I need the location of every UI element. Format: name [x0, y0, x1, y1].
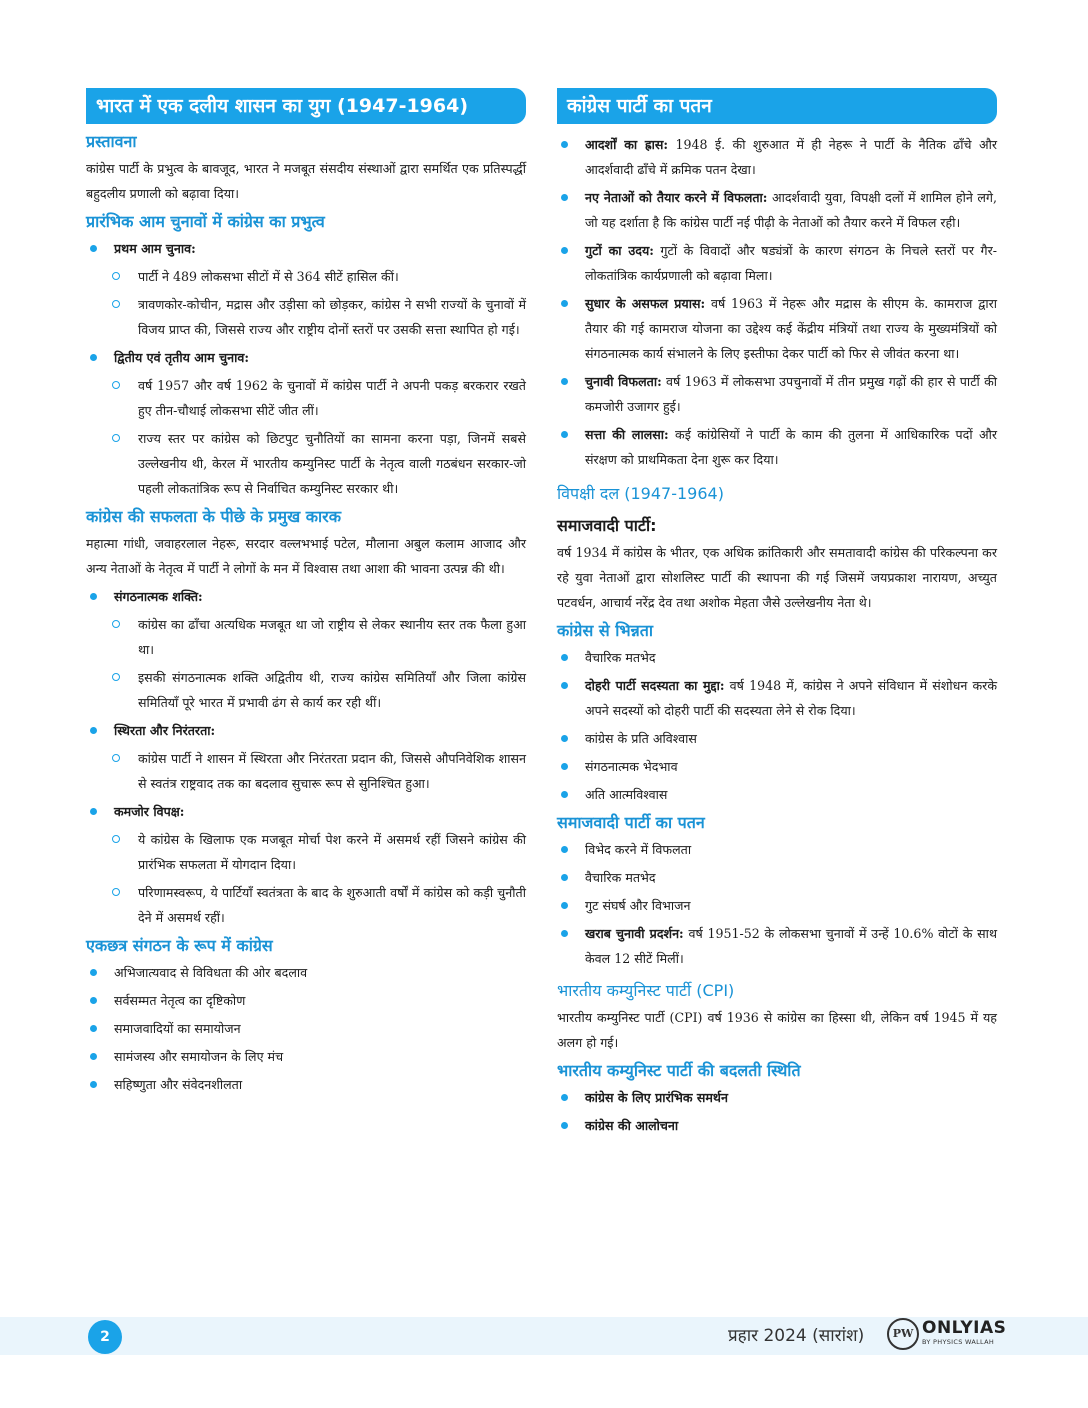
list-item: सर्वसम्मत नेतृत्व का दृष्टिकोण: [86, 988, 526, 1013]
list-item: [557, 782, 997, 807]
item-text: वर्ष 1963 में नेहरू और मद्रास के सीएम के. कामराज द्वारा तैयार की गई कामराज योजना का उद्देश्य कई केंद्रीय मंत्रियों तथा राज्य के मुख्यमंत्रियों को संगठनात्मक कार्य संभालने के लिए इस्तीफा देकर पार्टी को फिर से जीवंत करना था।: [585, 296, 997, 361]
item-text: वर्ष 1951-52 के लोकसभा चुनावों में उन्हें 10.6% वोटों के साथ केवल 12 सीटें मिलीं।: [585, 926, 997, 966]
heading-umbrella-organisation: एकछत्र संगठन के रूप में कांग्रेस: [86, 936, 273, 955]
list-item: कांग्रेस पार्टी ने शासन में स्थिरता और निरंतरता प्रदान की, जिससे औपनिवेशिक शासन से स्वतंत्र राष्ट्रवाद तक का बदलाव सुचारू रूप से सुनिश्चित हुआ।: [110, 746, 526, 796]
right-column: [557, 88, 997, 1141]
section-banner-congress-decline: कांग्रेस पार्टी का पतन: [557, 88, 997, 124]
list-item: [557, 754, 997, 779]
list-item: पार्टी ने 489 लोकसभा सीटों में से 364 सीटें हासिल कीं।: [110, 264, 526, 289]
list-item: [557, 921, 997, 971]
item-text: अति आत्मविश्वास: [585, 787, 668, 802]
cpi-paragraph: भारतीय कम्युनिस्ट पार्टी (CPI) वर्ष 1936 से कांग्रेस का हिस्सा थी, लेकिन वर्ष 1945 में यह अलग हो गई।: [557, 1010, 997, 1050]
list-item: परिणामस्वरूप, ये पार्टियाँ स्वतंत्रता के बाद के शुरुआती वर्षों में कांग्रेस को कड़ी चुनौती देने में असमर्थ रहीं।: [110, 880, 526, 930]
item-label: गुटों का उदय:: [585, 243, 654, 258]
list-item-second-third-election: द्वितीय एवं तृतीय आम चुनाव:: [86, 345, 526, 370]
item-text: 1948 ई. की शुरुआत में ही नेहरू ने पार्टी के नैतिक ढाँचे और आदर्शवादी ढाँचे में क्रमिक पतन देखा।: [585, 137, 997, 177]
list-item-stability: स्थिरता और निरंतरता:: [86, 718, 526, 743]
heading-cpi-changing-status: भारतीय कम्युनिस्ट पार्टी की बदलती स्थिति: [557, 1061, 801, 1080]
heading-early-elections: प्रारंभिक आम चुनावों में कांग्रेस का प्रभुत्व: [86, 212, 325, 231]
intro-paragraph: कांग्रेस पार्टी के प्रभुत्व के बावजूद, भारत ने मजबूत संसदीय संस्थाओं द्वारा समर्थित एक प्रतिस्पर्द्धी बहुदलीय प्रणाली को बढ़ावा दिया।: [86, 161, 526, 201]
list-item: [557, 865, 997, 890]
item-label: चुनावी विफलता:: [585, 374, 662, 389]
list-item: कांग्रेस का ढाँचा अत्यधिक मजबूत था जो राष्ट्रीय से लेकर स्थानीय स्तर तक फैला हुआ था।: [110, 612, 526, 662]
list-item: [557, 837, 997, 862]
list-item-first-election: प्रथम आम चुनाव:: [86, 236, 526, 261]
list-item: [557, 238, 997, 288]
elections-list: [86, 236, 526, 501]
brand-logo: ONLYIAS: [922, 1318, 1007, 1338]
item-label: दोहरी पार्टी सदस्यता का मुद्दा:: [585, 678, 725, 693]
list-item: राज्य स्तर पर कांग्रेस को छिटपुट चुनौतियों का सामना करना पड़ा, जिनमें सबसे उल्लेखनीय थी, केरल में भारतीय कम्युनिस्ट पार्टी के नेतृत्व वाली गठबंधन सरकार-जो पहली लोकतांत्रिक रूप से निर्वाचित कम्युनिस्ट सरकार थी।: [110, 426, 526, 501]
list-item: [557, 369, 997, 419]
list-item: सामंजस्य और समायोजन के लिए मंच: [86, 1044, 526, 1069]
item-text: गुटों के विवादों और षड्यंत्रों के कारण संगठन के निचले स्तरों पर गैर-लोकतांत्रिक कार्यप्रणाली को बढ़ावा मिला।: [585, 243, 997, 283]
list-item: सहिष्णुता और संवेदनशीलता: [86, 1072, 526, 1097]
item-label: नए नेताओं को तैयार करने में विफलता:: [585, 190, 768, 205]
list-item: [557, 422, 997, 472]
item-text: वैचारिक मतभेद: [585, 650, 656, 665]
list-item: कांग्रेस की आलोचना: [557, 1113, 997, 1138]
list-item: [557, 132, 997, 182]
item-label: सुधार के असफल प्रयास:: [585, 296, 706, 311]
list-item: अभिजात्यवाद से विविधता की ओर बदलाव: [86, 960, 526, 985]
heading-socialist-decline: समाजवादी पार्टी का पतन: [557, 813, 705, 832]
heading-success-factors: कांग्रेस की सफलता के पीछे के प्रमुख कारक: [86, 507, 342, 526]
heading-socialist-party: समाजवादी पार्टी:: [557, 516, 657, 535]
success-list: [86, 584, 526, 930]
list-item: [557, 726, 997, 751]
item-text: वर्ष 1948 में, कांग्रेस ने अपने संविधान में संशोधन करके अपने सदस्यों को दोहरी पार्टी की सदस्यता लेने से रोक दिया।: [585, 678, 997, 718]
list-item: [557, 673, 997, 723]
socialist-paragraph: वर्ष 1934 में कांग्रेस के भीतर, एक अधिक क्रांतिकारी और समतावादी कांग्रेस की परिकल्पना कर रहे युवा नेताओं द्वारा सोशलिस्ट पार्टी की स्थापना की गई जिसमें जयप्रकाश नारायण, अच्युत पटवर्धन, आचार्य नरेंद्र देव तथा अशोक मेहता जैसे उल्लेखनीय नेता थे।: [557, 545, 997, 610]
list-item: [557, 291, 997, 366]
success-paragraph: महात्मा गांधी, जवाहरलाल नेहरू, सरदार वल्लभभाई पटेल, मौलाना अबुल कलाम आजाद और अन्य नेताओं के नेतृत्व में पार्टी ने लोगों के मन में विश्वास तथा आशा की भावना उत्पन्न की थी।: [86, 536, 526, 576]
cpi-change-list: [557, 1085, 997, 1138]
item-text: कांग्रेस के प्रति अविश्वास: [585, 731, 697, 746]
list-item: इसकी संगठनात्मक शक्ति अद्वितीय थी, राज्य कांग्रेस समितियाँ और जिला कांग्रेस समितियाँ पूरे भारत में प्रभावी ढंग से कार्य कर रही थीं।: [110, 665, 526, 715]
list-item: समाजवादियों का समायोजन: [86, 1016, 526, 1041]
item-text: वर्ष 1963 में लोकसभा उपचुनावों में तीन प्रमुख गढ़ों की हार से पार्टी की कमजोरी उजागर हुई।: [585, 374, 998, 414]
brand-subtitle: BY PHYSICS WALLAH: [922, 1338, 995, 1346]
item-text: कई कांग्रेसियों ने पार्टी के काम की तुलना में आधिकारिक पदों और संरक्षण को प्राथमिकता देना शुरू कर दिया।: [585, 427, 997, 467]
heading-cpi: भारतीय कम्युनिस्ट पार्टी (CPI): [557, 981, 735, 1000]
item-text: आदर्शवादी युवा, विपक्षी दलों में शामिल होने लगे, जो यह दर्शाता है कि कांग्रेस पार्टी नई पीढ़ी के नेताओं को तैयार करने में विफल रही।: [585, 190, 997, 230]
list-item-org-strength: संगठनात्मक शक्ति:: [86, 584, 526, 609]
list-item: कांग्रेस के लिए प्रारंभिक समर्थन: [557, 1085, 997, 1110]
heading-introduction: प्रस्तावना: [86, 132, 137, 151]
item-text: गुट संघर्ष और विभाजन: [585, 898, 691, 913]
section-banner-one-party-era: भारत में एक दलीय शासन का युग (1947-1964): [86, 88, 526, 124]
difference-list: [557, 645, 997, 807]
item-text: विभेद करने में विफलता: [585, 842, 692, 857]
umbrella-list: [86, 960, 526, 1097]
item-text: संगठनात्मक भेदभाव: [585, 759, 678, 774]
list-item: ये कांग्रेस के खिलाफ एक मजबूत मोर्चा पेश करने में असमर्थ रहीं जिसने कांग्रेस की प्रारंभिक सफलता में योगदान दिया।: [110, 827, 526, 877]
list-item: वर्ष 1957 और वर्ष 1962 के चुनावों में कांग्रेस पार्टी ने अपनी पकड़ बरकरार रखते हुए तीन-चौथाई लोकसभा सीटें जीत लीं।: [110, 373, 526, 423]
heading-difference-from-congress: कांग्रेस से भिन्नता: [557, 621, 654, 640]
item-label: खराब चुनावी प्रदर्शन:: [585, 926, 684, 941]
publication-title: प्रहार 2024 (सारांश): [728, 1326, 865, 1346]
item-label: सत्ता की लालसा:: [585, 427, 669, 442]
list-item-weak-opposition: कमजोर विपक्ष:: [86, 799, 526, 824]
pw-logo-icon: PW: [887, 1318, 919, 1350]
list-item: [557, 893, 997, 918]
list-item: [557, 185, 997, 235]
list-item: त्रावणकोर-कोचीन, मद्रास और उड़ीसा को छोड़कर, कांग्रेस ने सभी राज्यों के चुनावों में विजय प्राप्त की, जिससे राज्य और राष्ट्रीय दोनों स्तरों पर उसकी सत्ता स्थापित हो गई।: [110, 292, 526, 342]
left-column: [86, 88, 526, 1100]
socialist-decline-list: [557, 837, 997, 971]
page-number: 2: [88, 1320, 122, 1354]
list-item: [557, 645, 997, 670]
item-label: आदर्शों का ह्रास:: [585, 137, 669, 152]
heading-opposition-parties: विपक्षी दल (1947-1964): [557, 484, 724, 503]
item-text: वैचारिक मतभेद: [585, 870, 656, 885]
decline-list: [557, 132, 997, 472]
